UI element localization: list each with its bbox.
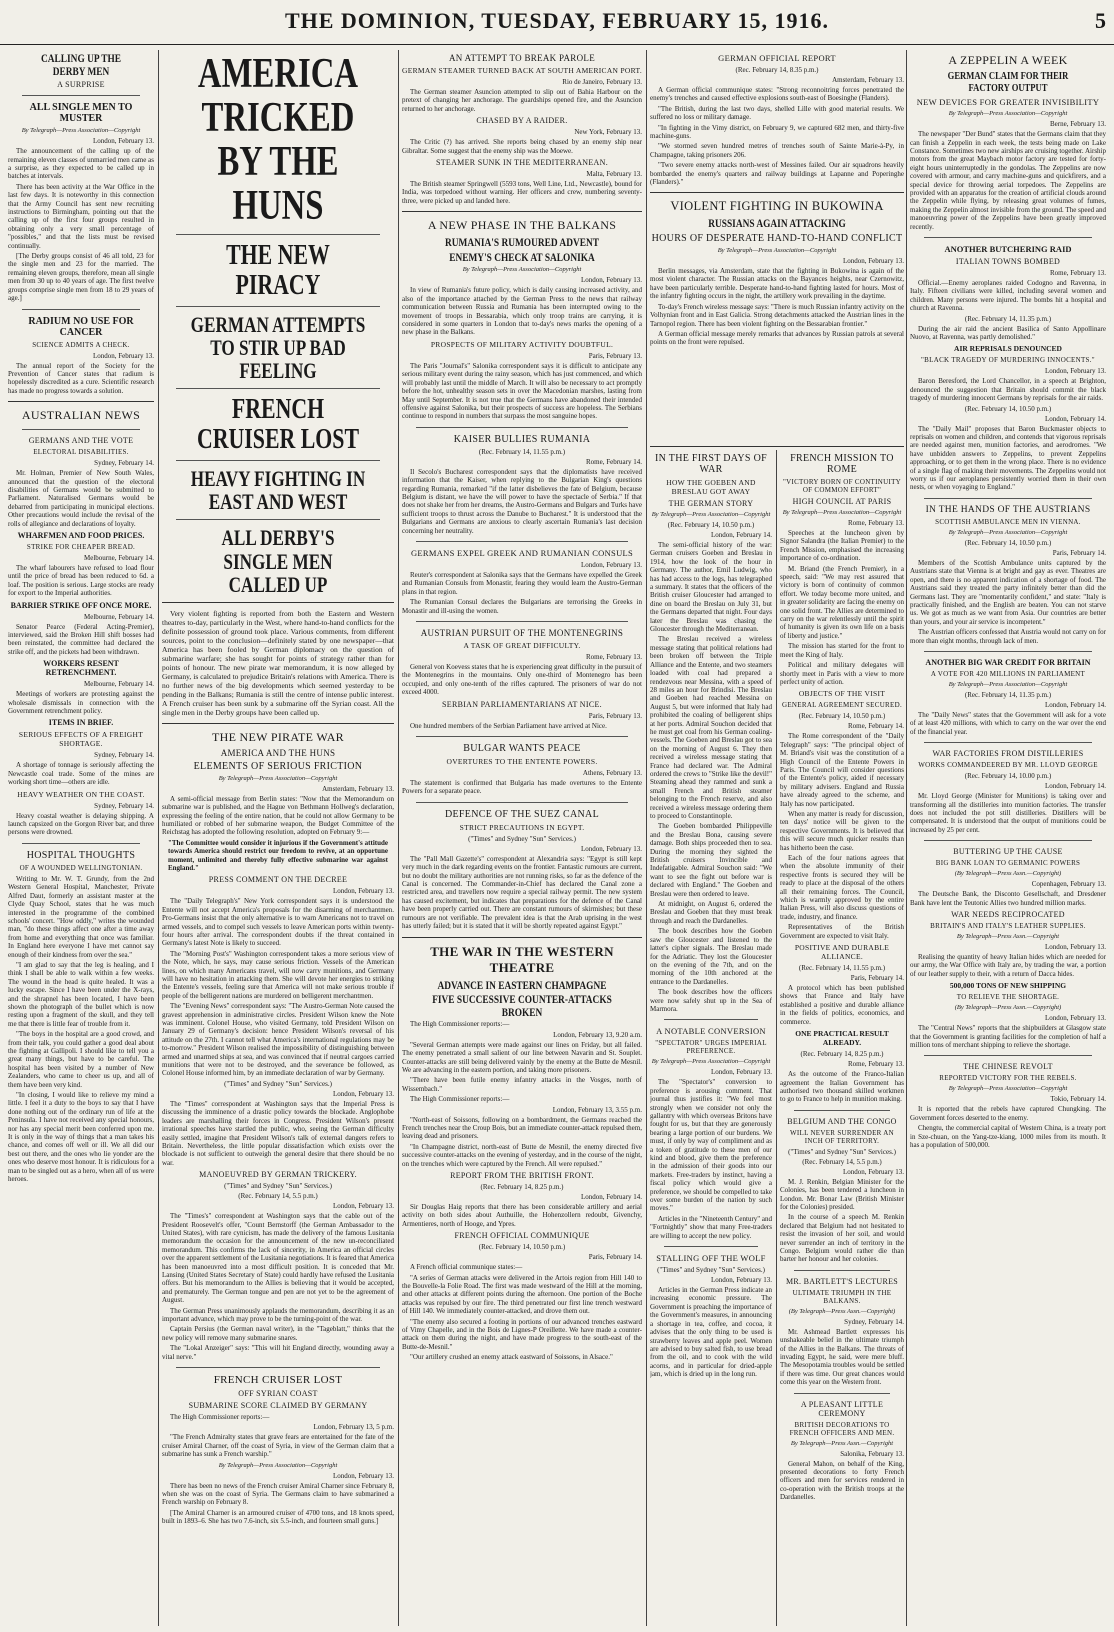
headline: GERMANS EXPEL GREEK AND RUMANIAN CONSULS bbox=[410, 547, 634, 558]
subhead: BRITISH DECORATIONS TO FRENCH OFFICERS AND MEN. bbox=[789, 1420, 895, 1437]
dateline: Paris, February 14. bbox=[1052, 548, 1106, 557]
headline: KAISER BULLIES RUMANIA bbox=[453, 433, 591, 445]
subhead: GERMANS AND THE VOTE bbox=[28, 436, 134, 446]
dateline: London, February 13. bbox=[92, 351, 154, 360]
paragraph: "The boys in the hospital are a good crowd, and from their talk, you could gather a good deal about the fighting at Gallipoli. I should like to tell you a great many things, but have to be careful. The hospital has been visited by a number of New Zealanders, who came to cheer us up, and all of them have been very kind. bbox=[8, 1030, 154, 1089]
paragraph: When any matter is ready for discussion, ten days' notice will be given to the respective Governments. It is believed that this will secure much quicker results than has hitherto been the case. bbox=[780, 809, 904, 852]
subhead: OBJECTS OF THE VISIT bbox=[798, 689, 886, 699]
paragraph: The High Commissioner reports:— bbox=[170, 1413, 270, 1422]
paragraph: Mr. Ashmead Bartlett expresses his unshakeable belief in the ultimate triumph of the Allies in the Balkans. The threats of invading Egypt, he said, were mere bluff. The Mesopotamia troubles would be settled if there was time. Our great chances would come this year on the Western front. bbox=[780, 1327, 904, 1387]
credit-line: By Telegraph—Press Assn.—Copyright bbox=[790, 1439, 894, 1447]
dateline: Malta, February 13. bbox=[586, 170, 642, 179]
column-4a bbox=[650, 450, 772, 1626]
dateline: (Rec. February 14, 10.50 p.m.) bbox=[478, 1243, 566, 1252]
subhead: RUMANIA'S RUMOURED ADVENT bbox=[445, 235, 599, 250]
paragraph: The Austrian officers confessed that Austria would not carry on for more than eight months, through lack of men. bbox=[910, 628, 1106, 645]
dateline: (Rec. February 14, 10.00 p.m.) bbox=[964, 772, 1052, 781]
column-rule bbox=[398, 50, 399, 1626]
dateline: (Rec. February 14, 11.35 p.m.) bbox=[964, 690, 1052, 699]
paragraph: The German Press unanimously applauds the memorandum, describing it as an important advance, which may prove to be the turning-point of the war. bbox=[162, 1306, 394, 1323]
subhead: HIGH COUNCIL AT PARIS bbox=[792, 497, 892, 506]
credit-line: By Telegraph—Press Association—Copyright bbox=[948, 110, 1068, 118]
credit-line: ("Times" and Sydney "Sun" Services.) bbox=[224, 1182, 332, 1191]
paragraph: One hundred members of the Serbian Parliament have arrived at Nice. bbox=[410, 721, 607, 730]
paragraph: Writing to Mr. W. T. Grundy, from the 2nd Western General Hospital, Manchester, Private Alfred Daut, formerly an assistant master at the Clyde Quay School, states that he was much interested in the programme of the combined schools' concert. "How oddly," writes the wounded man, "do these things affect one after a time away from home and everything that once was familiar. In England here everyone I have met cannot say enough of their kindness from over the sea." bbox=[8, 874, 154, 959]
headline: FRENCH CRUISER LOST bbox=[213, 1374, 343, 1387]
paragraph: In the course of a speech M. Renkin declared that Belgium had not hesitated to resist the invasion of her soil, and would never surrender an inch of territory in the Congo. Belgium would rather die than barter her honour and her colonies. bbox=[780, 1213, 904, 1264]
subhead: GERMAN STEAMER TURNED BACK AT SOUTH AMERICAN PORT. bbox=[402, 66, 642, 75]
dateline: London, February 13, 9.20 a.m. bbox=[553, 1030, 642, 1039]
paragraph: "Two severe enemy attacks north-west of Messines failed. Our air squadrons heavily bombarded the enemy's quarters and railway buildings at Lapanne and Poperinghe (Flanders)." bbox=[650, 161, 904, 187]
dateline: London, February 13. bbox=[710, 1068, 772, 1077]
paragraph: "North-east of Soissons, following on a bombardment, the Germans reached the French trenches near the Croup Bois, but an immediate counter-attack repulsed them, leaving dead and prisoners. bbox=[402, 1115, 642, 1141]
dateline: London, February 14. bbox=[1044, 782, 1106, 791]
quoted-resolution: "The Committee would consider it injurious if the Government's attitude towards America should restrict our freedom to revive, at an opportune moment, unlimited and thereby fully effective submarine war against England." bbox=[168, 838, 388, 872]
paragraph: A German official communique states: "Strong reconnoitring forces penetrated the enemy's trenches and caused effective explosions south-east of Boesinghe (Flanders). bbox=[650, 86, 904, 103]
dateline: Tokio, February 14. bbox=[1050, 1095, 1106, 1104]
dateline: Melbourne, February 14. bbox=[84, 553, 154, 562]
paragraph: "I am glad to say that the leg is healing, and I think I shall be able to walk within a few weeks. The wound in the head is quite healed. It was a lucky escape. Since I have been under the X-rays, and the shrapnel has been located, I have been shown the photograph of the bullet which is now resting upon a fragment of the skull, and they tell me that there is little fear of trouble from it. bbox=[8, 960, 154, 1028]
dateline: Copenhagen, February 13. bbox=[1031, 880, 1106, 889]
headline: THE NEW PIRACY bbox=[226, 240, 330, 301]
subhead: OVERTURES TO THE ENTENTE POWERS. bbox=[446, 757, 598, 767]
dateline: London, February 13. bbox=[842, 257, 904, 266]
subhead: SERIOUS EFFECTS OF A FREIGHT SHORTAGE. bbox=[18, 730, 144, 749]
dateline: Rome, February 13. bbox=[586, 653, 642, 661]
dateline: London, February 14. bbox=[1044, 700, 1106, 709]
subhead: "VICTORY BORN OF CONTINUITY OF COMMON EFFORT" bbox=[782, 478, 902, 494]
paragraph: Each of the four nations agrees that when the absolute immunity of their respective fronts is secured they will be ready to place at the disposal of the others all their remaining forces. The Council, which is warmly approved by the entire Italian Press, will also discuss questions of trade, industry, and finance. bbox=[780, 854, 904, 921]
headline: ALL DERBY'S SINGLE MEN CALLED UP bbox=[221, 525, 335, 597]
subhead: ITEMS IN BRIEF. bbox=[48, 718, 114, 728]
subhead: TO RELIEVE THE SHORTAGE. bbox=[956, 993, 1060, 1002]
paragraph: A French official communique states:— bbox=[410, 1263, 523, 1272]
column-3 bbox=[402, 50, 642, 1626]
credit-line: By Telegraph—Press Association—Copyright bbox=[651, 1058, 771, 1066]
subhead: HOSPITAL THOUGHTS bbox=[26, 849, 136, 861]
paragraph: The High Commissioner reports:— bbox=[410, 1020, 510, 1029]
paragraph: The "Daily Telegraph's" New York correspondent says it is understood the Entente will not accept America's proposals for the disarming of merchantmen. Pro-Germans insist that the only alternative is to warn Americans not to travel on armed vessels, and to compel such vessels to leave American ports within twenty-four hours after arrival. The correspondent doubts if the threat contained in Germany's latest Note is likely to succeed. bbox=[162, 897, 394, 948]
headline: THE CHINESE REVOLT bbox=[963, 1062, 1053, 1072]
credit-line: By Telegraph—Press Association—Copyright bbox=[717, 247, 837, 255]
column-1 bbox=[8, 50, 154, 1626]
paragraph: "We stormed seven hundred metres of trenches south of Sainte Marie-à-Py, in Champagne, taking prisoners 206. bbox=[650, 142, 904, 159]
paragraph: M. Briand (the French Premier), in a speech, said: "We may rest assured that victory is born of continuity of common effort. We today become more united, and in greater solidarity are facing the enemy on one solid front. The Allies are determined to carry on the war relentlessly until the spirit of humanity is given its own life on a basis of liberty and justice." bbox=[780, 564, 904, 640]
dateline: London, February 13. bbox=[1044, 1014, 1106, 1023]
paragraph: The book describes how the Goeben saw the Gloucester and listened to the latter's cipher signals. The Breslau made for the Adriatic. They lost the Gloucester on the evening of the 7th, and on the morning of the 10th anchored at the entrance to the Dardanelles. bbox=[650, 927, 772, 986]
paragraph: The "Pall Mall Gazette's" correspondent at Alexandria says: "Egypt is still kept very much in the dark regarding events on the frontier. Fantastic rumours are current, but no doubt the military authorities are not running risks, so far as the defence of the Canal is concerned. The Commander-in-Chief has declared the Canal zone a restricted area, and travellers now require a special railway permit. The new system has caused excitement, but indicates that preparations for the defence of the Canal have been properly carried out. There are constant rumours of skirmishes; but these rumours are not verifiable. The prevalent idea is that the Arab uprising in the west has utterly failed; but it is stated that it will be shortly repeated against Egypt." bbox=[402, 854, 642, 931]
subhead: A SURPRISE bbox=[57, 80, 105, 90]
paragraph: "Several German attempts were made against our lines on Friday, but all failed. The enemy penetrated a small salient of our line between Navarin and St. Souplet. Counter-attacks are still being delivered vainly by the enemy at the Butte de Mesnil. We are advancing in the eastern portion, and taking more prisoners. bbox=[402, 1040, 642, 1074]
subhead: ADVANCE IN EASTERN CHAMPAGNE bbox=[437, 977, 607, 992]
paragraph: The semi-official history of the war: German cruisers Goeben and Breslau in 1914, how the look of the hour in Germany. The author, Emil Ludwig, who has had access to the logs, has telegraphed a summary. It states that the officers of the British cruiser Gloucester had arranged to dine on board the Breslau on July 31, but the Germans departed that night. Four days later the Breslau was chasing the Gloucester through the Mediterranean. bbox=[650, 541, 772, 634]
column-rule bbox=[646, 50, 647, 1626]
paragraph: Mr. Holman, Premier of New South Wales, announced that the question of the electoral disabilities of Germans would be submitted to Parliament. Naturalised Germans would be debarred from participating in municipal elections. Other precautions would include the revisal of the rolls of allegiance and declarations of loyalty. bbox=[8, 469, 154, 528]
headline: ANOTHER BIG WAR CREDIT FOR BRITAIN bbox=[925, 657, 1091, 667]
paragraph: General von Koevess states that he is experiencing great difficulty in the pursuit of the Montenegrins in the mountains. Only one-third of Montenegro has been occupied, and only one-tenth of the rifles captured. The prisoners of war do not exceed 4000. bbox=[402, 663, 642, 697]
paragraph: The Critic (?) has arrived. She reports being chased by an enemy ship near Gibraltar. Some suggest that the enemy ship was the Moewe. bbox=[402, 138, 642, 155]
subhead: ALL SINGLE MEN TO MUSTER bbox=[29, 102, 133, 125]
paragraph: Official.—Enemy aeroplanes raided Codogno and Ravenna, in Italy. Fifteen civilians were killed, including several women and children. Many persons were injured. The bombs hit a hospital and church at Ravenna. bbox=[910, 278, 1106, 313]
paragraph: Chengtu, the commercial capital of Western China, is a treaty port in Sze-chuan, on the Yang-tze-kiang, 1000 miles from its mouth. It has a population of 500,000. bbox=[910, 1124, 1106, 1150]
headline: HEAVY FIGHTING IN EAST AND WEST bbox=[190, 466, 366, 515]
paragraph: Speeches at the luncheon given by Signor Salandra (the Italian Premier) to the French Mission, emphasised the increasing importance of co-ordination. bbox=[780, 529, 904, 563]
subhead: WILL NEVER SURRENDER AN INCH OF TERRITORY. bbox=[789, 1128, 895, 1145]
dateline: London, February 13. bbox=[92, 137, 154, 146]
headline: BELGIUM AND THE CONGO bbox=[787, 1116, 897, 1126]
paragraph: The "Central News" reports that the shipbuilders at Glasgow state that the Government is granting facilities for the completion of half a million tons of merchant shipping to relieve the shortage. bbox=[910, 1024, 1106, 1050]
dateline: (Rec. February 14, 11.35 p.m.) bbox=[964, 314, 1052, 323]
dateline: Sydney, February 14. bbox=[94, 751, 154, 760]
dateline: (Rec. February 14, 8.35 p.m.) bbox=[735, 66, 819, 74]
paragraph: Realising the quantity of heavy Italian hides which are needed for our army, the War Office with Italy are, by trading the war, a portion of our leather supply to their, with a return of Dacca hides. bbox=[910, 953, 1106, 978]
paragraph: During the air raid the ancient Basilica of Santo Appollinare Nuovo, at Ravenna, was partly demolished." bbox=[910, 324, 1106, 341]
dateline: (Rec. February 14, 11.55 p.m.) bbox=[798, 964, 886, 973]
paragraph: A semi-official message from Berlin states: "Now that the Memorandum on submarine war is published, and the Hague von Bethmann Hollweg's declaration, expressing the feeling of the entire nation, that he could not allow Germany to be humiliated or robbed of her submarine weapon, the Budget Committee of the Reichstag has adopted the following resolution, adopted on February 9:— bbox=[162, 794, 394, 837]
headline: MR. BARTLETT'S LECTURES bbox=[785, 1276, 899, 1286]
subhead: A TASK OF GREAT DIFFICULTY. bbox=[463, 641, 581, 650]
paragraph: The mission has started for the front to meet the King of Italy. bbox=[780, 642, 904, 659]
dateline: (Rec. February 14, 10.50 p.m.) bbox=[964, 404, 1052, 413]
credit-line: (By Telegraph—Press Assn.—Copyright) bbox=[788, 1307, 896, 1315]
credit-line: By Telegraph—Press Association—Copyright bbox=[948, 1085, 1068, 1093]
subhead: STEAMER SUNK IN THE MEDITERRANEAN. bbox=[435, 158, 609, 168]
paragraph: M. J. Renkin, Belgian Minister for the Colonies, has been tendered a luncheon in London. Mr. Bonar Law (British Minister for the Colonies) presided. bbox=[780, 1177, 904, 1211]
paragraph: The British steamer Springwell (5593 tons, Well Line, Ltd., Newcastle), bound for India, was torpedoed without warning. Her officers and crew, numbering seventy-three, were picked up and landed here. bbox=[402, 180, 642, 205]
dateline: Amsterdam, February 13. bbox=[322, 784, 394, 793]
masthead bbox=[0, 0, 1114, 45]
column-2 bbox=[162, 50, 394, 1626]
dateline: Paris, February 14. bbox=[850, 974, 904, 983]
headline: WAR NEEDS RECIPROCATED bbox=[951, 910, 1065, 919]
subhead: OF A WOUNDED WELLINGTONIAN. bbox=[19, 863, 143, 872]
subhead: WHARFMEN AND FOOD PRICES. bbox=[17, 530, 145, 540]
subhead: ONE PRACTICAL RESULT ALREADY. bbox=[795, 1029, 889, 1048]
subhead: BRITAIN'S AND ITALY'S LEATHER SUPPLIES. bbox=[930, 922, 1086, 930]
dateline: London, February 13. bbox=[1044, 943, 1106, 951]
paragraph: Members of the Scottish Ambulance units captured by the Austrians state that Vienna is at bright and gay as ever. Theatres are open, and there is no apparent indication of a shortage of food. The Austrians said they treated the party infinitely better than did the Germans last. They are "momentarily confident," and state: "Italy is practically finished, and the English are beaten. You can not starve us. We got as much as we want from Asia. Our countries are better than yours, and your air service is incompetent." bbox=[910, 558, 1106, 626]
subhead: REPORT FROM THE BRITISH FRONT. bbox=[450, 1170, 594, 1180]
paragraph: The annual report of the Society for the Prevention of Cancer states that radium is hopelessly discredited as a cure. Scientific research has made no progress towards a solution. bbox=[8, 361, 154, 395]
headline: GERMAN ATTEMPTS TO STIR UP BAD FEELING bbox=[190, 312, 366, 384]
credit-line: By Telegraph—Press Association—Copyright bbox=[782, 509, 902, 516]
subhead: GERMAN CLAIM FOR THEIR FACTORY OUTPUT bbox=[947, 70, 1069, 94]
credit-line: ("Times" and Sydney "Sun" Services.) bbox=[788, 1147, 896, 1156]
subhead: "BLACK TRAGEDY OF MURDERING INNOCENTS." bbox=[921, 356, 1095, 365]
dateline: Paris, February 13. bbox=[588, 711, 642, 720]
subhead: STRIKE FOR CHEAPER BREAD. bbox=[26, 542, 136, 551]
headline: THE WAR IN THE WESTERN THEATRE bbox=[430, 943, 614, 975]
paragraph: [The Amiral Charner is an armoured cruiser of 4700 tons, and 18 knots speed, built in 1893–6. She has two 7.6-inch, six 5.5-inch, and fourteen small guns.] bbox=[162, 1508, 394, 1526]
dateline: (Rec. February 14, 8.25 p.m.) bbox=[480, 1182, 564, 1191]
paragraph: At midnight, on August 6, ordered the Breslau and Goeben that they must break through and reach the Dardanelles. bbox=[650, 900, 772, 925]
dateline: Sydney, February 14. bbox=[94, 801, 154, 810]
headline: A NOTABLE CONVERSION bbox=[656, 1026, 766, 1037]
headline: VIOLENT FIGHTING IN BUKOWINA bbox=[670, 199, 884, 214]
column-4b bbox=[780, 450, 904, 1626]
dateline: London, February 14. bbox=[1044, 414, 1106, 423]
main-headline: AMERICA TRICKED BY THE HUNS bbox=[197, 51, 359, 230]
paragraph: The "Daily Mail" proposes that Baron Buckmaster objects to reprisals on women and children, and contends that vigorous reprisals are needed against men, munition factories, and aerodromes. "We have unbidden answers to Zeppelins, to prevent Zeppelins approaching, or to get them in the wrong place. There is no evidence of a single flag of making their movements. The Zeppelins would not worry us if our aeroplanes persistently worried them in their own nests, or when voyaging to England." bbox=[910, 424, 1106, 492]
dateline: Rome, February 14. bbox=[848, 722, 904, 731]
paragraph: "The enemy also secured a footing in portions of our advanced trenches eastward of Vimy Chapelle, and in the Bois de Lignes-P Oreillette. We have made a counter-attack on them during the night, and have made progress to the south-east of the Butte-de-Mesnil." bbox=[402, 1317, 642, 1351]
subhead: REPORTED VICTORY FOR THE REBELS. bbox=[939, 1074, 1077, 1083]
dateline: London, February 14. bbox=[580, 1192, 642, 1201]
paragraph: "There have been futile enemy infantry attacks in the Vosges, north of Wissembach." bbox=[402, 1076, 642, 1093]
subhead: SUBMARINE SCORE CLAIMED BY GERMANY bbox=[188, 1401, 368, 1411]
headline: IN THE FIRST DAYS OF WAR bbox=[655, 453, 767, 475]
dateline: London, February 13. bbox=[332, 1202, 394, 1211]
subhead: HOW THE GOEBEN AND BRESLAU GOT AWAY bbox=[666, 478, 756, 496]
dateline: Melbourne, February 14. bbox=[84, 612, 154, 621]
paragraph: "In Champagne district, north-east of Butte de Mesnil, the enemy directed five successive counter-attacks on the evening of yesterday, and in the course of the night, on the trenches which were captured by the French. All were repulsed." bbox=[402, 1142, 642, 1168]
paragraph: "The British, during the last two days, shelled Lille with good material results. We suffered no loss or military damage. bbox=[650, 104, 904, 122]
credit-line: By Telegraph—Press Association—Copyright bbox=[218, 774, 338, 782]
subhead: HOURS OF DESPERATE HAND-TO-HAND CONFLICT bbox=[651, 233, 903, 245]
summary-paragraph: Very violent fighting is reported from both the Eastern and Western theatres to-day, particularly in the West, where hand-to-hand conflicts for the definite possession of ground took place. Various comments, from different sources, point to the conclusion—definitely stated by one newspaper—that America has been fooled by German diplomacy on the question of submarine warfare; she has sought for points of strategy rather than for points of honour. The new pirate war memorandum, it is now alleged by Germany, is calculated to prejudice Britain's relations with America. There is no further news of the big developments which seemed yesterday to be pending in the Balkans; Rumania is still the centre of intense public interest. A French cruiser has been sunk by a submarine off the Syrian coast. All the single men in the Derby groups have been called up. bbox=[162, 608, 394, 717]
subhead: FIVE SUCCESSIVE COUNTER-ATTACKS BROKEN bbox=[432, 992, 612, 1019]
paragraph: The Deutsche Bank, the Disconto Gesellschaft, and Dresdener Bank have lent the Teutonic Allies two hundred million marks. bbox=[910, 890, 1106, 907]
headline: FRENCH CRUISER LOST bbox=[196, 394, 360, 455]
credit-line: By Telegraph—Press Association—Copyright bbox=[462, 266, 582, 274]
credit-line: By Telegraph—Press Assn.—Copyright bbox=[956, 933, 1060, 940]
headline: CALLING UP THE DERBY MEN bbox=[41, 51, 121, 78]
headline: DEFENCE OF THE SUEZ CANAL bbox=[445, 808, 599, 820]
headline: THE NEW PIRATE WAR bbox=[212, 729, 344, 744]
paragraph: Sir Douglas Haig reports that there has been considerable artillery and aerial activity on both sides about Authuille, the Hohenzollern redoubt, Givenchy, Armentieres, north of Hooge, and Ypres. bbox=[402, 1202, 642, 1228]
paragraph: The wharf labourers have refused to load flour until the price of bread has been reduced to 6d. a loaf. The position is serious. Large stocks are ready for export to the Imperial authorities. bbox=[8, 563, 154, 598]
subhead: PROSPECTS OF MILITARY ACTIVITY DOUBTFUL. bbox=[430, 339, 614, 349]
paragraph: Articles in the German Press indicate an increasing economic pressure. The Government is preaching the importance of the Government's measures, in announcing a shortage in tea, coffee, and cocoa, it advises that the only thing to be used is strawberry leaves and apple peel. Women are advised to buy salted fish, to use bread from the oil, and to cook with the wild acorns, and in particular for dried-apple jam, which is dried up in the long run. bbox=[650, 1286, 772, 1379]
subhead: ULTIMATE TRIUMPH IN THE BALKANS. bbox=[792, 1288, 892, 1305]
paragraph: To-day's French wireless message says: "There is much Russian infantry activity on the Volhynian front and in East Galicia. Strong detachments attacked the Austrian lines in the Tarnopol region. There has been violent fighting on the Bessarabian frontier." bbox=[650, 302, 904, 328]
paragraph: Heavy coastal weather is delaying shipping. A launch capsized on the Gorgon River bar, and three persons were drowned. bbox=[8, 811, 154, 837]
paragraph: The "Times's" correspondent at Washington says that the cable out of the President Roosevelt's offer, "Count Bernstorff (the German Ambassador to the United States), with rare cynicism, has made the delivery of the famous Lusitania memorandum the occasion for the announcement of the new un-reconciliated memorandum. This confirms the lack of sincerity, in America an official circles over the apparent settlement of the Lusitania negotiations. It is feared that America has been manoeuvred into a most difficult position. It is conceded that Mr. Lansing (United States Secretary of State) could hardly have refused the Lusitania offers. But his memorandum to the Allies is believing that it would be accepted, and prematurely. The German tongue and pen are not yet to be the agreement of August. bbox=[162, 1212, 394, 1305]
paragraph: In view of Rumania's future policy, which is daily causing increased activity, and also of the importance attached by the German Press to the news that railway communication between Russia and Rumania has been interrupted owing to the movement of troops in Bessarabia, which only troop trains are carrying, it is considered in some quarters in London that to-day's news marks the opening of a new phase in the Balkans. bbox=[402, 286, 642, 337]
paragraph: A German official message merely remarks that advances by Russian patrols at several points on the front were repulsed. bbox=[650, 329, 904, 347]
credit-line: (By Telegraph—Press Assn.—Copyright) bbox=[954, 1004, 1062, 1012]
dateline: Paris, February 14. bbox=[588, 1253, 642, 1262]
dateline: (Rec. February 14, 10.50 p.m.) bbox=[667, 521, 755, 529]
dateline: (Rec. February 14, 11.55 p.m.) bbox=[478, 447, 566, 456]
subhead: RUSSIANS AGAIN ATTACKING bbox=[708, 216, 846, 231]
paragraph: Captain Persius (the German naval writer), in the "Tageblatt," thinks that the new policy will remove many submarine snares. bbox=[162, 1325, 394, 1342]
headline: FRENCH MISSION TO ROME bbox=[790, 453, 894, 475]
dateline: New York, February 13. bbox=[574, 128, 642, 137]
subhead: FRENCH OFFICIAL COMMUNIQUE bbox=[454, 1231, 590, 1241]
dateline: London, February 13. bbox=[580, 276, 642, 285]
dateline: Sydney, February 14. bbox=[844, 1317, 904, 1326]
subhead: CHASED BY A RAIDER. bbox=[476, 116, 568, 126]
paragraph: The book describes how the officers were now safely shut up in the Sea of Marmora. bbox=[650, 988, 772, 1013]
paragraph: "In closing, I would like to relieve my mind a little. I feel it a duty to the boys to say that I have done nothing out of the ordinary run of life at the Peninsula. I have not received any special honours, nor has any special merit been conferred upon me. It is only in the way of things that a man takes his chance, and comes off well or ill. We all did our best out there, and the ones who lie yonder are the ones who deserve most honour. It is ridiculous for a man to be singled out as a hero, when all of us were heroes. bbox=[8, 1091, 154, 1184]
subhead: RADIUM NO USE FOR CANCER bbox=[28, 315, 134, 338]
paragraph: The newspaper "Der Bund" states that the Germans claim that they can finish a Zeppelin in each week, the tests being made on Lake Constance. Sometimes two new airships are cruising together. Airship motors from the great Maybach motor factory are tested for forty-eight hours uninterruptedly in the gondolas. The Zeppelins are now covered with armour, and carry machine-guns and quickfirers, and a special device for throwing aerial torpedoes. The Zeppelins are provided with an apparatus for the creation of artificial clouds around the Zeppelin while flying, by releasing great volumes of fumes, making the Zeppelin almost invisible from the ground. The speed and manoeuvring power of the Zeppelins have been greatly improved recently. bbox=[910, 130, 1106, 231]
subhead: ENEMY'S CHECK AT SALONIKA bbox=[449, 249, 595, 264]
subhead: ELECTORAL DISABILITIES. bbox=[33, 448, 129, 457]
paragraph: The "Times" correspondent at Washington says that the Imperial Press is discussing the imminence of a drastic policy towards the blockade. Anglophobe leaders are marshalling their forces in Congress. President Wilson's present irrational speeches have startled the public, who, seeing the German difficulty easily settled, imagine that President Wilson's talk of external dangers refers to Britain. Nevertheless, the little popular dissatisfaction which exists over the blockade is not sufficient to outweigh the general desire that there should be no war. bbox=[162, 1099, 394, 1167]
dateline: Rome, February 13. bbox=[848, 519, 904, 527]
headline: BULGAR WANTS PEACE bbox=[463, 743, 581, 755]
subhead: ITALIAN TOWNS BOMBED bbox=[955, 256, 1061, 266]
dateline: London, February 13. bbox=[710, 1276, 772, 1285]
credit-line: By Telegraph—Press Association—Copyright bbox=[948, 528, 1068, 536]
paragraph: The Paris "Journal's" Salonika correspondent says it is difficult to anticipate any serious military event during the rainy season, which has just commenced, and which will probably last until the middle of March. It will also be necessary to act promptly before the hot, unhealthy season sets in over the Macedonian marshes, lasting from May until September. It is not true that the Germans have abandoned their intended offensive against Salonika, but their prospects of success are hopeless. The Serbians continue to respond in numbers that surpass the most sanguine hopes. bbox=[402, 361, 642, 421]
paragraph: There has been no news of the French cruiser Amiral Charner since February 8, when she was on the coast of Syria. The Germans claim to have submarined a French warship on February 8. bbox=[162, 1481, 394, 1507]
headline: 500,000 TONS OF NEW SHIPPING bbox=[949, 981, 1067, 991]
paragraph: "Our artillery crushed an enemy attack eastward of Soissons, in Alsace." bbox=[410, 1353, 613, 1362]
dateline: Berne, February 13. bbox=[1050, 120, 1106, 129]
headline: GERMAN OFFICIAL REPORT bbox=[718, 53, 836, 63]
paragraph: It is reported that the rebels have captured Chungking. The Government forces deserted to the enemy. bbox=[910, 1105, 1106, 1122]
dateline: Athens, February 13. bbox=[582, 769, 642, 778]
headline: A PLEASANT LITTLE CEREMONY bbox=[800, 1399, 884, 1418]
paragraph: [The Derby groups consist of 46 all told, 23 for the single men and 23 for the married. The remaining eleven groups, therefore, mean all single men from 30 up to 40 years of age. The first twelve groups comprise single men from 18 to 29 years of age.] bbox=[8, 252, 154, 303]
credit-line: By Telegraph—Press Association—Copyright bbox=[218, 1461, 338, 1469]
column-5 bbox=[910, 50, 1106, 1626]
paragraph: As the outcome of the Franco-Italian agreement the Italian Government has authorised two thousand skilled workmen to go to France to help in munition making. bbox=[780, 1070, 904, 1104]
paragraph: "The French Admiralty states that grave fears are entertained for the fate of the cruiser Amiral Charner, off the coast of Syria, in view of the German claim that a submarine has sunk a French warship." bbox=[162, 1433, 394, 1459]
dateline: Rome, February 14. bbox=[586, 457, 642, 466]
headline: WAR FACTORIES FROM DISTILLERIES bbox=[932, 749, 1084, 759]
dateline: London, February 13. bbox=[332, 1471, 394, 1480]
paragraph: There has been activity at the War Office in the last few days. It is noteworthy in this connection that the Army Council has sent new recruiting instructions to Birmingham, pointing out that the calling up of the first four groups resulted in obtaining only a very small percentage of "possibles," and that the lists must be revised continually. bbox=[8, 182, 154, 250]
subhead: NEW DEVICES FOR GREATER INVISIBILITY bbox=[916, 97, 1100, 108]
subhead: BARRIER STRIKE OFF ONCE MORE. bbox=[10, 600, 152, 610]
headline: IN THE HANDS OF THE AUSTRIANS bbox=[925, 504, 1091, 515]
dateline: London, February 13. bbox=[332, 887, 394, 896]
dateline: Rome, February 13. bbox=[1050, 268, 1106, 277]
paragraph: The High Commissioner reports:— bbox=[410, 1095, 510, 1104]
paragraph: Representatives of the British Government are expected to visit Italy. bbox=[780, 923, 904, 940]
paragraph: Reuter's correspondent at Salonika says that the Germans have expelled the Greek and Rumanian Consuls from Monastir, fearing they would learn the Austro-German plans in that region. bbox=[402, 570, 642, 596]
column-rule bbox=[906, 50, 907, 1626]
paragraph: Articles in the "Nineteenth Century" and "Fortnightly" show that many Free-traders are willing to accept the new policy. bbox=[650, 1214, 772, 1240]
subhead: HEAVY WEATHER ON THE COAST. bbox=[17, 789, 145, 799]
paragraph: "In fighting in the Vimy district, on February 9, we captured 682 men, and thirty-five machine-guns. bbox=[650, 123, 904, 141]
headline: ANOTHER BUTCHERING RAID bbox=[944, 243, 1072, 254]
dateline: Rome, February 13. bbox=[848, 1060, 904, 1069]
dateline: London, February 13, 3.55 p.m. bbox=[552, 1105, 642, 1114]
subhead: POSITIVE AND DURABLE ALLIANCE. bbox=[794, 943, 890, 962]
credit-line: By Telegraph—Press Association—Copyright bbox=[21, 127, 141, 135]
dateline: (Rec. February 14, 5.5 p.m.) bbox=[802, 1157, 882, 1166]
subhead: BIG BANK LOAN TO GERMANIC POWERS bbox=[935, 859, 1081, 868]
paragraph: The announcement of the calling up of the remaining eleven classes of unmarried men came as a surprise, as they expected to be called up in batches at intervals. bbox=[8, 147, 154, 181]
paragraph: The "Lokal Anzeiger" says: "This will hit England directly, wounding away a vital nerve." bbox=[162, 1344, 394, 1361]
subhead: ELEMENTS OF SERIOUS FRICTION bbox=[193, 760, 363, 772]
dateline: Paris, February 13. bbox=[588, 351, 642, 360]
subhead: MANOEUVRED BY GERMAN TRICKERY. bbox=[199, 1170, 357, 1180]
dateline: (Rec. February 14, 10.50 p.m.) bbox=[798, 712, 886, 721]
headline: AUSTRIAN PURSUIT OF THE MONTENEGRINS bbox=[420, 628, 624, 638]
subhead: PRESS COMMENT ON THE DECREE bbox=[208, 875, 348, 885]
paragraph: A protocol which has been published shows that France and Italy have established a positive and durable alliance in the fields of politics, economics, and commerce. bbox=[780, 984, 904, 1026]
dateline: Rio de Janeiro, February 13. bbox=[562, 78, 642, 86]
dateline: (Rec. February 14, 5.5 p.m.) bbox=[238, 1192, 318, 1201]
subhead: GENERAL AGREEMENT SECURED. bbox=[782, 701, 902, 710]
headline: STALLING OFF THE WOLF bbox=[656, 1253, 766, 1264]
subhead: THE GERMAN STORY bbox=[668, 499, 754, 508]
credit-line: ("Times" and Sydney "Sun" Services.) bbox=[224, 1079, 332, 1088]
paragraph: A shortage of tonnage is seriously affecting the Newcastle coal trade. Some of the mines are working short time—others are idle. bbox=[8, 761, 154, 787]
headline: BUTTERING UP THE CAUSE bbox=[953, 847, 1063, 857]
subhead: AMERICA AND THE HUNS bbox=[220, 747, 336, 758]
paragraph: The German steamer Asuncion attempted to slip out of Bahia Harbour on the pretext of changing her anchorage. The guardships opened fire, and the Asuncion returned to her anchorage. bbox=[402, 88, 642, 113]
paragraph: Political and military delegates will shortly meet in Paris with a view to more perfect unity of action. bbox=[780, 661, 904, 686]
paragraph: The Breslau received a wireless message stating that political relations had been broken off between the Triple Alliance and the Entente, and two steamers loaded with coal had prepared a rendezvous near Messina, with a speed of 28 miles an hour for Brindisi. The Breslau and Goeben had reached Messina on August 5, but were informed that Italy had prohibited the coaling of belligerent ships at her ports. Admiral Souchon decided that he must get coal from his German coaling-vessels. The Goeben and Breslau got to sea on the morning of August 6. They then received a wireless message stating that France had declared war. The Admiral ordered the crews to "Strike like the devil!" Steaming ahead they rammed and sunk a small French and British steamer belonging to the French reserve, and also received a wireless message ordering them to proceed to Constantinople. bbox=[650, 635, 772, 820]
paragraph: The Rumanian Consul declares the Bulgarians are terrorising the Greeks in Monastir and ill-using the women. bbox=[402, 598, 642, 615]
paragraph: Senator Pearce (Federal Acting-Premier), interviewed, said the Broken Hill shift bosses had been reinstated, the committee had declared the strike off, and the pickets had been withdrawn. bbox=[8, 622, 154, 656]
page-number: 5 bbox=[1095, 8, 1106, 33]
paragraph: The Goeben bombarded Philippeville and the Breslau Bona, causing severe damage. Both ships proceeded then to sea. During the morning they sighted the British cruisers Invincible and Indefatigable. Admiral Souchon said: "We want to see the fight out before war is declared with England." The Goeben and Breslau were then ordered to leave. bbox=[650, 822, 772, 898]
headline: A NEW PHASE IN THE BALKANS bbox=[427, 218, 617, 233]
headline: A ZEPPELIN A WEEK bbox=[948, 53, 1068, 67]
subhead: AIR REPRISALS DENOUNCED bbox=[954, 344, 1062, 354]
paragraph: Mr. Lloyd George (Minister for Munitions) is taking over and transforming all the distilleries into munition factories. The transfer does not included the pot still distilleries. Distillers will be compensated. It is understood that the output of munitions could be increased by 25 per cent. bbox=[910, 792, 1106, 834]
paragraph: The "Evening News" correspondent says: "The Austro-German Note caused the gravest apprehension in administrative circles. President Wilson knew the Note was imminent. Colonel House, who visited Germany, told President Wilson on January 29 of Germany's decision: hence President Wilson's reversal of his attitude on the 27th. I cannot tell what America's international regulations may be to-morrow." President Wilson realised the impossibility of distinguishing between armed and unarmed ships at sea, and was convinced that if neutral cargoes carried munitions that were not to be destroyed, and the severance be followed, as Colonel House informed him, by an immediate declaration of war by Germany. bbox=[162, 1002, 394, 1078]
dateline: Amsterdam, February 13. bbox=[832, 76, 904, 84]
paragraph: The "Daily News" states that the Government will ask for a vote of at least 420 millions, with which to carry on the war over the end of the financial year. bbox=[910, 710, 1106, 736]
subhead: OFF SYRIAN COAST bbox=[238, 1389, 318, 1399]
dateline: London, February 13, 5 p.m. bbox=[313, 1423, 394, 1432]
dateline: London, February 13. bbox=[842, 1167, 904, 1176]
subhead: "SPECTATOR" URGES IMPERIAL PREFERENCE. bbox=[655, 1039, 767, 1056]
paragraph: Meetings of workers are protesting against the wholesale dismissals in connection with the Government retrenchment policy. bbox=[8, 690, 154, 716]
section-head: AUSTRALIAN NEWS bbox=[21, 408, 141, 423]
credit-line: ("Times" and Sydney "Sun" Services.) bbox=[468, 834, 576, 843]
paragraph: "A series of German attacks were delivered in the Artois region from Hill 140 to the Bouvelle-la Folie Road. The first was made westward of the Hill at the morning, and other attacks at different points during the afternoon. One portion of the Boche attacks was repulsed by our fire. The third penetrated our first line trench westward of Hill 140. We immediately counter-attacked, and drove them out. bbox=[402, 1273, 642, 1316]
headline: AN ATTEMPT TO BREAK PAROLE bbox=[449, 53, 595, 63]
credit-line: By Telegraph—Press Association—Copyright bbox=[651, 511, 771, 518]
paragraph: Berlin messages, via Amsterdam, state that the fighting in Bukowina is again of the most violent character. The Russian attacks on the Bayances heights, near Czernowitz, have been particularly terrible. Desperate hand-to-hand fighting lasted for hours. Most of the infantry fighting occurs in the night, the artillery work prevailing in the daytime. bbox=[650, 267, 904, 301]
masthead-title: THE DOMINION, TUESDAY, FEBRUARY 15, 1916. bbox=[284, 8, 830, 33]
dateline: London, February 13. bbox=[580, 560, 642, 569]
subhead: A VOTE FOR 420 MILLIONS IN PARLIAMENT bbox=[930, 669, 1086, 678]
paragraph: The Rome correspondent of the "Daily Telegraph" says: "The principal object of M. Briand's visit was the constitution of a High Council of the Entente Powers in Paris. The Council will consider questions of the Entente's policy, aided if necessary by military advisers. England and Russia have already agreed to the scheme, and Italy has now participated. bbox=[780, 732, 904, 808]
subhead: WORKERS RESENT RETRENCHMENT. bbox=[43, 659, 119, 678]
dateline: London, February 13. bbox=[332, 1089, 394, 1098]
bukowina-block bbox=[650, 50, 904, 442]
credit-line: By Telegraph—Press Association—Copyright bbox=[948, 680, 1068, 688]
credit-line: (By Telegraph—Press Assn.—Copyright) bbox=[954, 870, 1062, 878]
subhead: SERBIAN PARLIAMENTARIANS AT NICE. bbox=[442, 699, 602, 709]
dateline: Sydney, February 14. bbox=[94, 459, 154, 468]
dateline: Salonika, February 13. bbox=[840, 1449, 904, 1458]
dateline: (Rec. February 14, 8.25 p.m.) bbox=[800, 1050, 884, 1059]
subhead: SCIENCE ADMITS A CHECK. bbox=[32, 340, 130, 349]
subhead: STRICT PRECAUTIONS IN EGYPT. bbox=[459, 822, 585, 832]
paragraph: The "Spectator's" conversion to preference is arousing comment. That journal thus justifies it: "We feel most strongly when we consider not only the gallantry with which overseas Britons have fought for us, but that they are generously bearing a large portion of our burdens. We must, if only by way of compliment and as a token of gratitude to these men of our kind and blood, give them the preference in the admission of their goods into our markets. Free-traders by instinct, having a fiscal policy which would give a preference, we should be compelled to take over some burden of the nation by such moves." bbox=[650, 1078, 772, 1213]
credit-line: ("Times" and Sydney "Sun" Services.) bbox=[657, 1266, 765, 1275]
column-rule bbox=[158, 50, 159, 1626]
paragraph: The "Morning Post's" Washington correspondent takes a more serious view of the Note, which, he says, may cause serious friction. Vessels of the American lines, on which many Americans travel, will now carry munitions, and Germany will have no hesitation in attacking them. She will devote her energies to striking the Entente's vessels, feeling sure that America will not make serious trouble if people of the belligerent nations are murdered on belligerent merchantmen. bbox=[162, 949, 394, 1000]
column-4 bbox=[650, 50, 904, 1626]
paragraph: Baron Beresford, the Lord Chancellor, in a speech at Brighton, denounced the suggestion that Britain should commit the black tragedy of murdering innocent Germans by reprisals for the air raids. bbox=[910, 377, 1106, 403]
paragraph: Il Secolo's Bucharest correspondent says that the diplomatists have received information that the Kaiser, when replying to the Bulgarian King's questions regarding Rumania, remarked "if the latter disbelieves the fate of Belgium, because Belgium is distant, we have the will power to have the spectacle of Serbia." If that does not shake her from her dreams, the Austro-Germans and Bulgars and Turks have sufficient troops to thrust across the Danube to Bucharest." It is understood that the Bulgarians and Germans are anxious to clearly ascertain Rumania's last decision concerning her neutrality. bbox=[402, 467, 642, 535]
dateline: (Rec. February 14, 10.50 p.m.) bbox=[964, 538, 1052, 547]
subhead: SCOTTISH AMBULANCE MEN IN VIENNA. bbox=[935, 517, 1081, 526]
subhead: WORKS COMMANDEERED BY MR. LLOYD GEORGE bbox=[918, 761, 1098, 770]
paragraph: General Mahon, on behalf of the King, presented decorations to forty French officers and men for services rendered in co-operation with the British troops at the Dardanelles. bbox=[780, 1459, 904, 1502]
dateline: London, February 13. bbox=[1044, 367, 1106, 376]
dateline: London, February 13. bbox=[580, 844, 642, 853]
dateline: London, February 14. bbox=[710, 531, 772, 539]
dateline: Melbourne, February 14. bbox=[84, 680, 154, 689]
paragraph: The statement is confirmed that Bulgaria has made overtures to the Entente Powers for a separate peace. bbox=[402, 779, 642, 796]
